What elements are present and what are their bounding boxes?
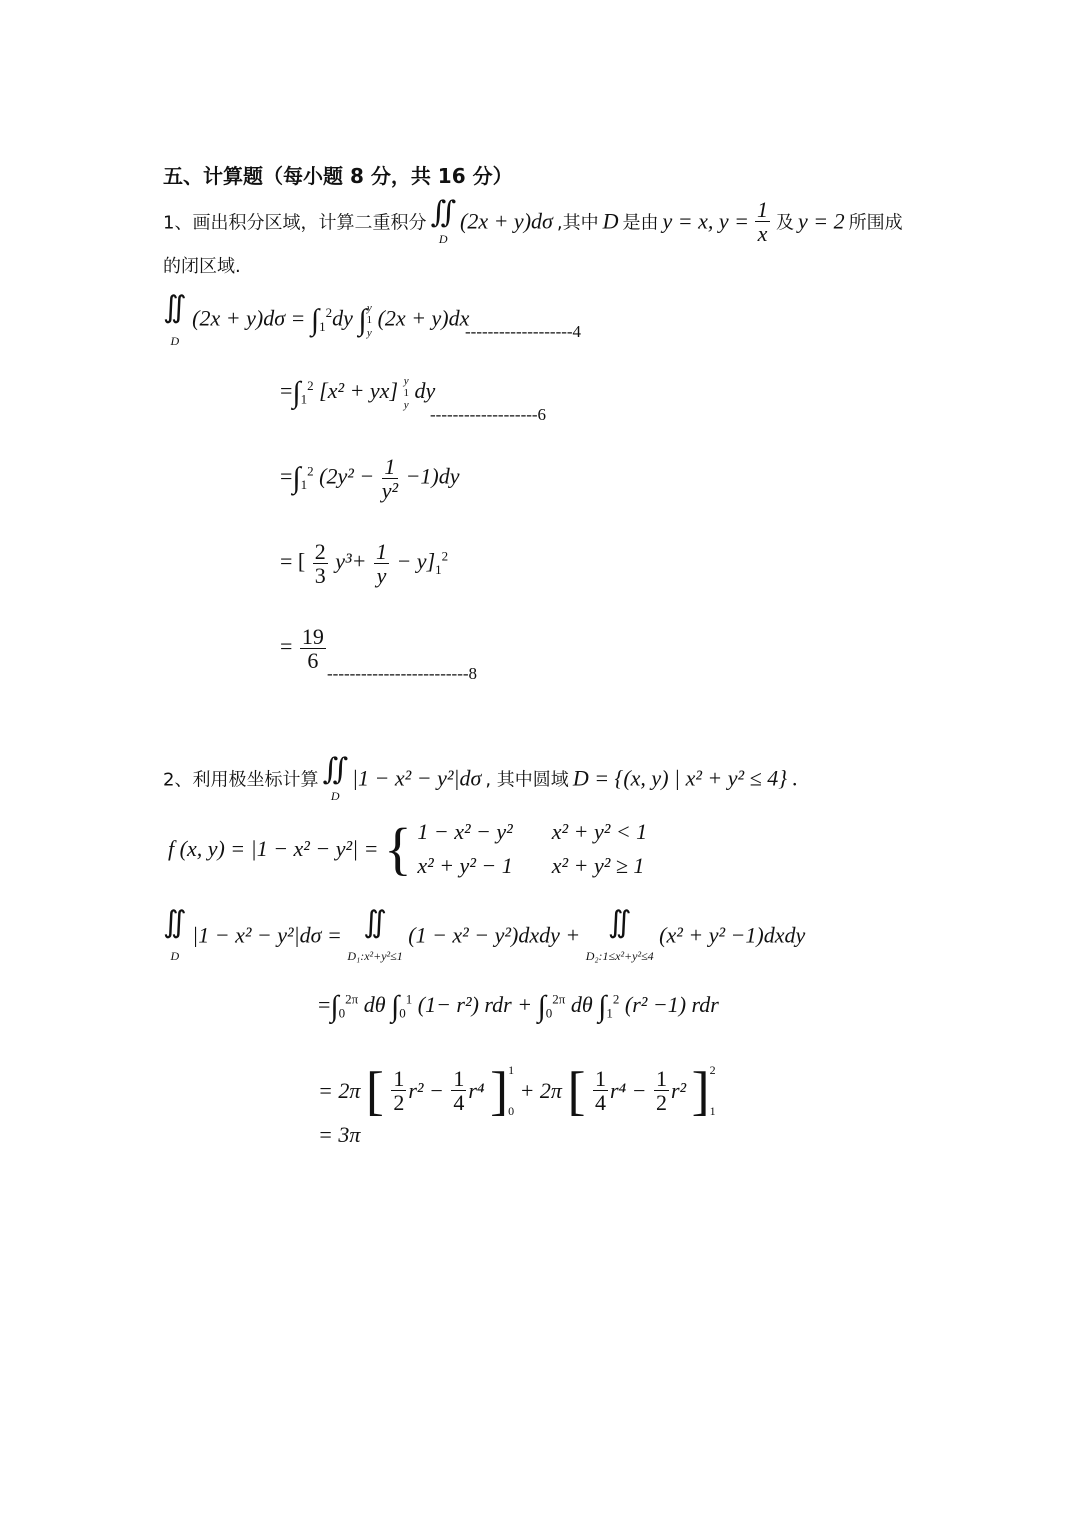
double-integral-sign: ∬ D (163, 906, 187, 963)
q2-eval-b: + 2π (519, 1077, 562, 1103)
q1-line2: 的闭区域. (163, 256, 241, 277)
q1-step3-tail: −1)dy (405, 463, 460, 489)
score-mark-4: -------------------4 (465, 322, 582, 341)
double-integral-sign: ∬ D (163, 291, 187, 348)
q2-split-lhs: |1 − x² − y²|dσ = (192, 922, 342, 948)
q1-step4: = [ $\frac{2}{3}$ y³+ $\frac{1}{y}$ − $y]_1^2$ (280, 539, 449, 589)
q2-eval: = 2π [ $\frac{1}{2}$ r² − $\frac{1}{4}$ r⁴ ]1 0 + 2π [ $\frac{1}{4}$ r⁴ − $\frac{1}{2}$ r² ]2 1 (318, 1060, 716, 1121)
frac-1-over-2b: $\frac{1}{2}$ (656, 1066, 667, 1116)
q1-step2-tail: dy (414, 378, 436, 404)
q2-polar-b2: (r² −1) rdr (624, 992, 719, 1017)
q2-polar: $=\int_0^{2\pi}$ dθ $\int_0^1$ (1− r²) rdr + $\int_0^{2\pi}$ dθ $\int_1^2$ (r² −1) rdr (318, 990, 719, 1023)
q1-integrand: (2x + y)dσ (460, 208, 553, 234)
q2-set: D = {(x, y) | x² + y² ≤ 4} . (572, 765, 799, 791)
frac-1-over-4: $\frac{1}{4}$ (453, 1066, 465, 1116)
frac-result: $\frac{19}{6}$ (301, 624, 324, 674)
frac-2-over-3: $\frac{2}{3}$ (314, 539, 326, 589)
q1-step5: = $\frac{19}{6}$ (280, 624, 324, 674)
q2-result: = 3π (318, 1122, 361, 1147)
q2-f-lhs: f (x, y) = |1 − x² − y²| = (168, 836, 379, 862)
q1-step2: $=\int_1^2$ [x² + yx] y 1 y dy (280, 375, 436, 412)
case2: x² + y² − 1 (417, 853, 513, 879)
double-integral-sign: ∬ D (430, 196, 456, 246)
q2-integrand: |1 − x² − y²|dσ (352, 765, 482, 791)
q2-prefix: 2、利用极坐标计算 (163, 769, 319, 791)
cond2: x² + y² ≥ 1 (551, 853, 645, 879)
q1-step3-body: (2y² − (319, 463, 375, 489)
q1-step2-bracket: [x² + yx] (319, 378, 398, 404)
frac-1-over-x: $\frac{1}{x}$ (757, 196, 769, 246)
double-integral-sign: ∬ D₁:x²+y²≤1 (347, 906, 403, 963)
q2-eval-a: = 2π (318, 1077, 361, 1103)
q2-split (163, 905, 805, 966)
frac-1-over-y: $\frac{1}{y}$ (375, 539, 387, 589)
q1-eq2: y = 2 (798, 208, 845, 234)
q2-piecewise (168, 815, 647, 883)
frac-1-over-2: $\frac{1}{2}$ (393, 1066, 405, 1116)
double-integral-sign: ∬ D (322, 753, 348, 803)
frac-1-over-4b: $\frac{1}{4}$ (594, 1066, 606, 1116)
q2-polar-a: dθ (363, 992, 386, 1017)
score-mark-6: -------------------6 (430, 405, 547, 424)
q1-prefix: 1、画出积分区域，计算二重积分 (163, 212, 427, 234)
q1-and: 及 (776, 212, 795, 234)
section-heading: 五、计算题（每小题 8 分，共 16 分） (163, 164, 513, 188)
q1-suffix: 所围成 (848, 212, 903, 234)
q1-step3: $=\int_1^2$ (2y² − $\frac{1}{\text{y²}}$ −1)dy (280, 454, 460, 504)
q1-statement (163, 195, 903, 245)
double-integral-sign: ∬ D₂:1≤x²+y²≤4 (585, 906, 654, 963)
q1-region-text: ,其中 (556, 212, 599, 234)
case1: 1 − x² − y² (417, 819, 513, 844)
cond1: x² + y² < 1 (551, 819, 648, 844)
q1-step1-rhs: (2x + y)dx (377, 305, 470, 331)
q1-eq1: y = x, y = (662, 208, 750, 234)
q2-mid: , 其中圆域 (485, 769, 569, 791)
q1-step4-mid: y³+ (335, 548, 367, 574)
q1-step1: ∬ D $(2x + y)d\sigma = \int_1^2dy$ ∫y 1 y (2x + y)dx (163, 290, 469, 351)
q1-d: D (602, 208, 619, 234)
q1-step4-tail: − y] (396, 548, 436, 574)
q1-step1-lhs: (2x + y)dσ = (192, 305, 306, 331)
q2-split-b: (x² + y² −1)dxdy (659, 922, 806, 948)
q2-polar-a2: (1− r²) rdr + (417, 992, 533, 1017)
q2-split-a: (1 − x² − y²)dxdy + (408, 922, 581, 948)
q2-polar-b: dθ (570, 992, 593, 1017)
q2-statement (163, 752, 798, 805)
left-brace: { (384, 816, 412, 882)
frac-1-over-y2: $\frac{1}{\text{y²}}$ (381, 454, 399, 504)
score-mark-8: -------------------------8 (327, 664, 478, 683)
q1-mid: 是由 (622, 212, 659, 234)
